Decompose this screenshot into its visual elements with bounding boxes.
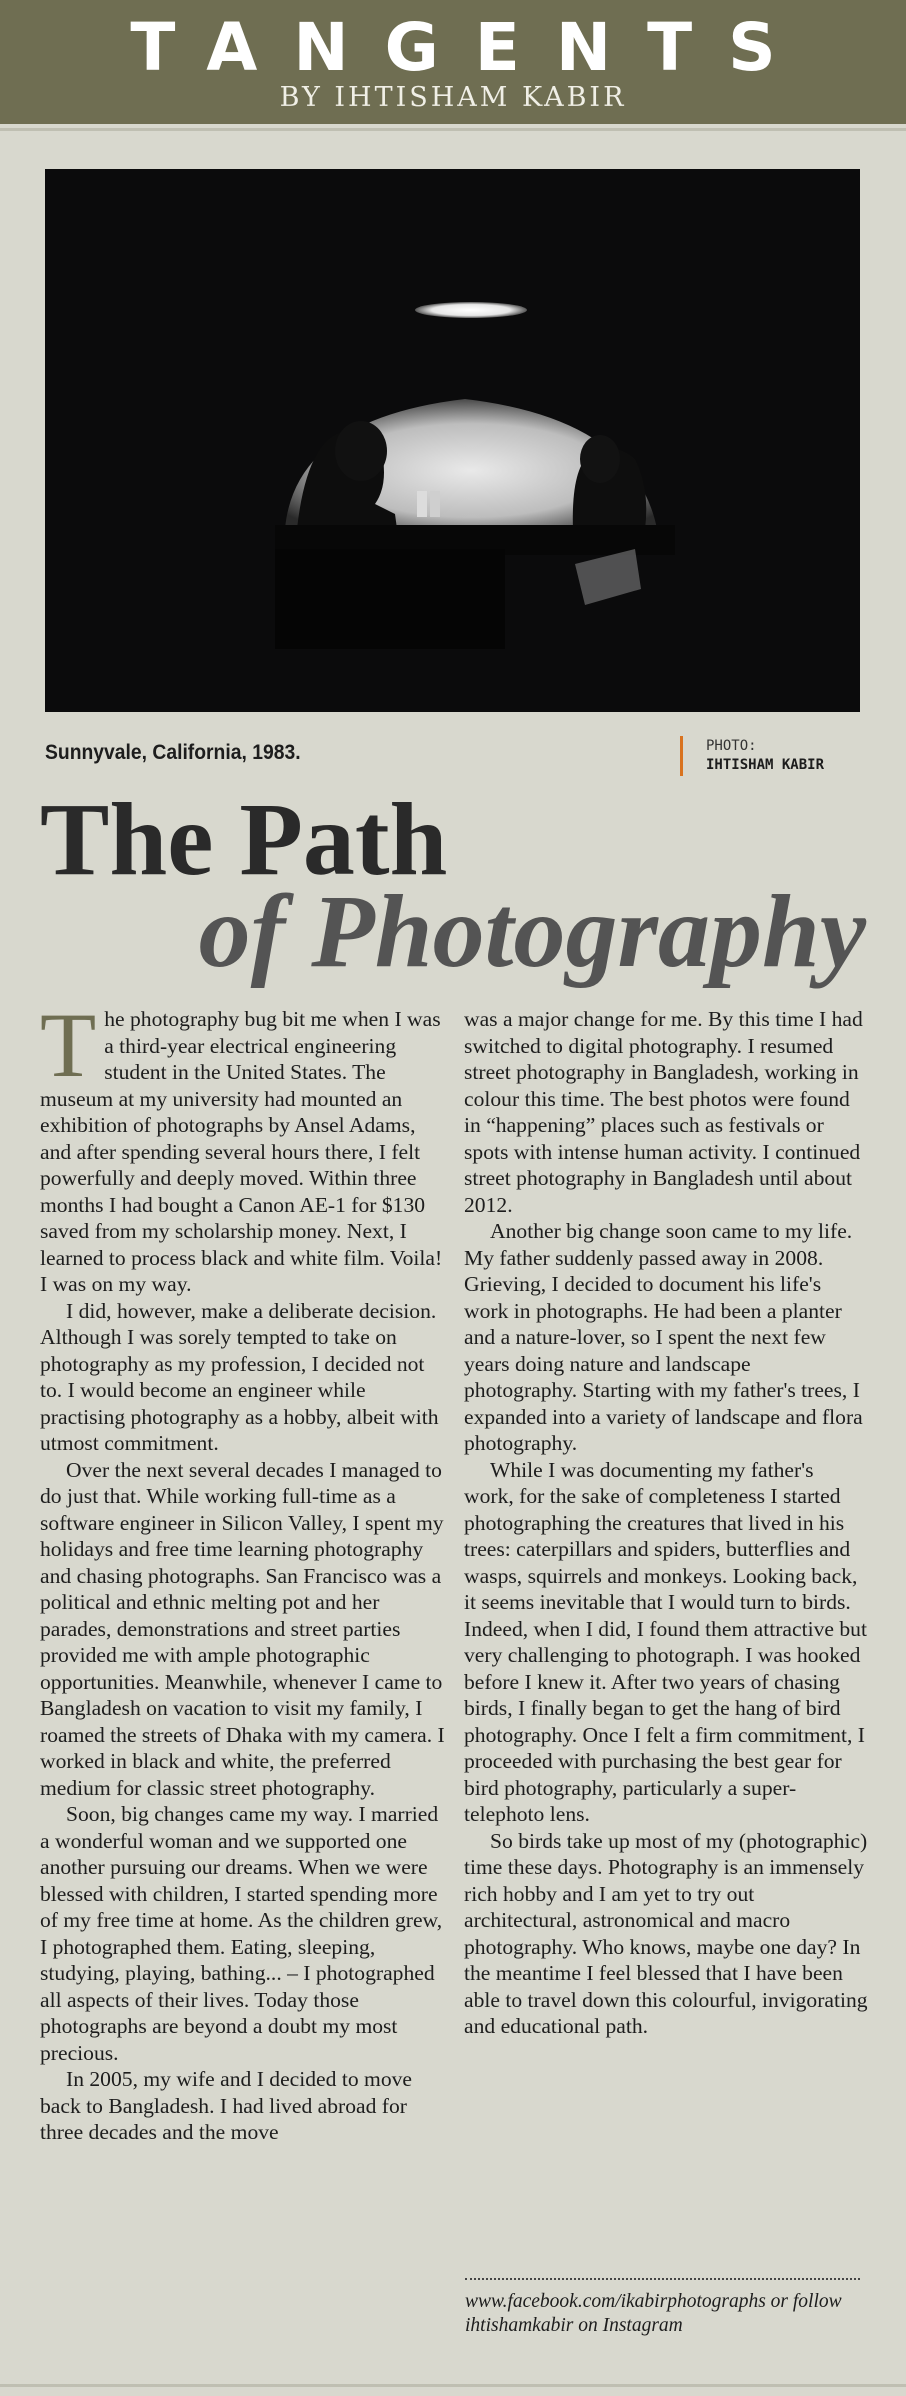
photo-credit-name: IHTISHAM KABIR <box>706 757 825 773</box>
credit-accent-bar <box>680 736 683 776</box>
headline-line-1: The Path <box>40 782 448 897</box>
drop-cap: T <box>40 994 97 1096</box>
paragraph: So birds take up most of my (photographic) time these days. Photography is an immensely rich hobby and I am yet to try out architectural, astronomical and macro photography. Who knows, maybe one day? In the meantime I feel blessed that I have been able to travel down this colourful, invigorating and educational path. <box>464 1828 868 2038</box>
footer-divider <box>465 2278 860 2280</box>
paragraph: I did, however, make a deliberate decision. Although I was sorely tempted to take on photography as my profession, I decided not to. I would become an engineer while practising photography as a hobby, albeit with utmost commitment. <box>40 1298 439 1455</box>
paragraph: Soon, big changes came my way. I married a wonderful woman and we supported one another pursuing our dreams. When we were blessed with children, I started spending more of my free time at home. As the children grew, I photographed them. Eating, sleeping, studying, playing, bathing... – I photographed all aspects of their lives. Today those photographs are beyond a doubt my most precious. <box>40 1802 443 2065</box>
photograph-two-figures-silhouette <box>45 169 860 712</box>
masthead <box>0 0 906 124</box>
photo-credit-label: PHOTO: <box>706 738 757 754</box>
paragraph: The photography bug bit me when I was a third-year electrical engineering student in the United States. The museum at my university had mounted an exhibition of photographs by Ansel Adams, and after spending several hours there, I felt powerfully and deeply moved. Within three months I had bought a Canon AE-1 for $130 saved from my scholarship money. Next, I learned to process black and white film. Voila! I was on my way. <box>40 994 443 1296</box>
paragraph: Over the next several decades I managed to do just that. While working full-time as a software engineer in Silicon Valley, I spent my holidays and free time learning photography and chasing photographs. San Francisco was a political and ethnic melting pot and her parades, demonstrations and street parties provided me with ample photographic opportunities. Meanwhile, whenever I came to Bangladesh on vacation to visit my family, I roamed the streets of Dhaka with my camera. I worked in black and white, the preferred medium for classic street photography. <box>40 1457 445 1800</box>
article-column-right <box>464 1006 868 2040</box>
social-footer-note[interactable]: www.facebook.com/ikabirphotographs or follow ihtishamkabir on Instagram <box>465 2291 842 2336</box>
column-title: TANGENTS <box>130 9 812 86</box>
photo-caption: Sunnyvale, California, 1983. <box>45 741 301 764</box>
top-rule <box>0 128 906 131</box>
photograph <box>45 169 860 712</box>
paragraph: While I was documenting my father's work, for the sake of completeness I started photographing the creatures that lived in his trees: caterpillars and spiders, butterflies and wasps, squirrels and monkeys. Looking back, it seems inevitable that I would turn to birds. Indeed, when I did, I found them attractive but very challenging to photograph. I was hooked before I knew it. After two years of chasing birds, I finally began to get the hang of bird photography. Once I felt a firm commitment, I proceeded with purchasing the best gear for bird photography, particularly a super-telephoto lens. <box>464 1457 867 1826</box>
bottom-rule <box>0 2384 906 2387</box>
article-column-left <box>40 994 445 2146</box>
byline: BY IHTISHAM KABIR <box>279 82 627 113</box>
paragraph: Another big change soon came to my life. My father suddenly passed away in 2008. Grieving, I decided to document his life's work in photographs. He had been a planter and a nature-lover, so I spent the next few years doing nature and landscape photography. Starting with my father's trees, I expanded into a variety of landscape and flora photography. <box>464 1219 863 1455</box>
paragraph: In 2005, my wife and I decided to move back to Bangladesh. I had lived abroad for three decades and the move <box>40 2067 413 2144</box>
paragraph: was a major change for me. By this time I had switched to digital photography. I resumed street photography in Bangladesh, working in colour this time. The best photos were found in “happening” places such as festivals or spots with intense human activity. I continued street photography in Bangladesh until about 2012. <box>464 1007 863 1217</box>
headline-line-2: of Photography <box>198 874 866 989</box>
